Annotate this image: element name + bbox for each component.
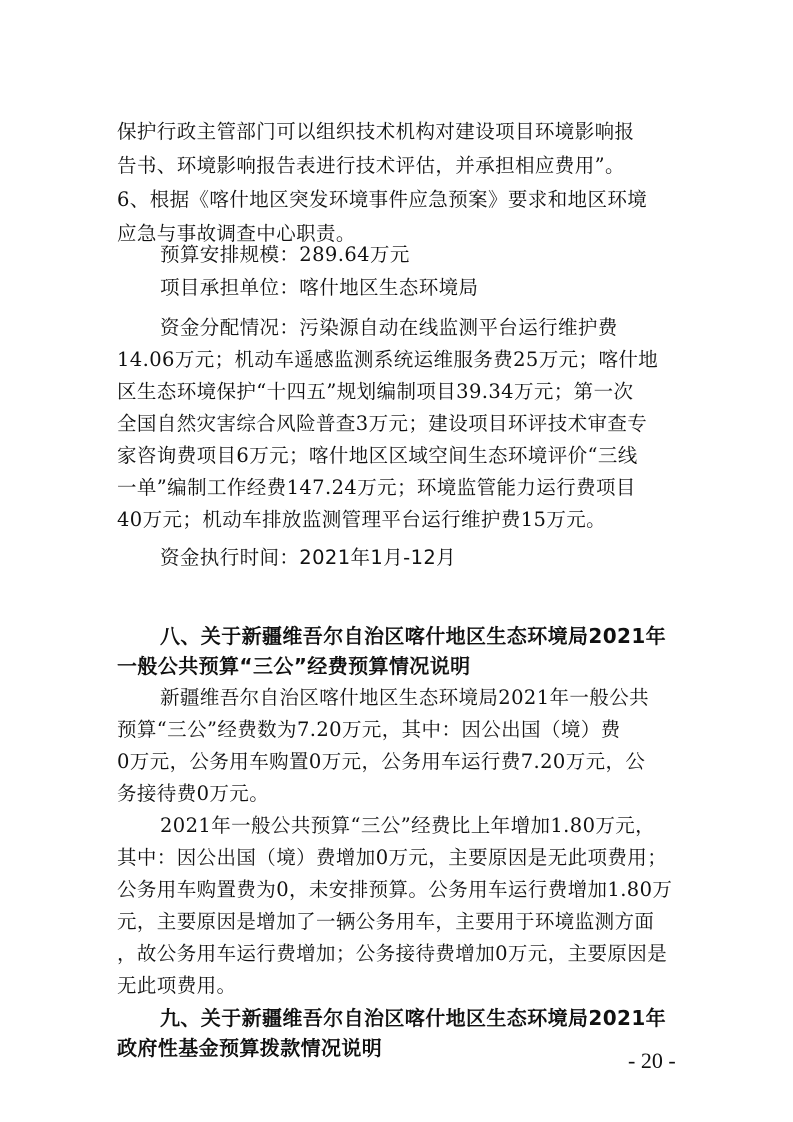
budget-scale: 预算安排规模：289.64万元 (160, 243, 410, 266)
body-text-line: 公务用车购置费为0，未安排预算。公务用车运行费增加1.80万 (117, 878, 673, 901)
body-text-line: 全国自然灾害综合风险普查3万元；建设项目环评技术审查专 (117, 412, 648, 435)
body-text-line: 预算“三公”经费数为7.20万元，其中：因公出国（境）费 (117, 718, 621, 741)
section-8-heading: 八、关于新疆维吾尔自治区喀什地区生态环境局2021年 (160, 624, 667, 648)
body-text-line: 14.06万元；机动车遥感监测系统运维服务费25万元；喀什地 (117, 348, 659, 371)
body-text-line: 其中：因公出国（境）费增加0万元，主要原因是无此项费用； (117, 846, 668, 869)
body-text-line: 元，主要原因是增加了一辆公务用车，主要用于环境监测方面 (117, 910, 655, 933)
body-text-line: 6、根据《喀什地区突发环境事件应急预案》要求和地区环境 (117, 188, 648, 211)
body-text-line: 保护行政主管部门可以组织技术机构对建设项目环境影响报 (117, 120, 635, 143)
body-text-line: 区生态环境保护“十四五”规划编制项目39.34万元；第一次 (117, 380, 634, 403)
page-number: - 20 - (628, 1048, 676, 1073)
fund-execution-time: 资金执行时间：2021年1月-12月 (160, 546, 457, 569)
body-text-line: 新疆维吾尔自治区喀什地区生态环境局2021年一般公共 (160, 686, 650, 709)
body-text-line: ，故公务用车运行费增加；公务接待费增加0万元，主要原因是 (117, 942, 668, 965)
body-text-line: 家咨询费项目6万元；喀什地区区域空间生态环境评价“三线 (117, 444, 638, 467)
body-text-line: 2021年一般公共预算“三公”经费比上年增加1.80万元， (160, 814, 656, 837)
body-text-line: 务接待费0万元。 (117, 782, 270, 805)
body-text-line: 40万元；机动车排放监测管理平台运行维护费15万元。 (117, 508, 607, 531)
body-text-line: 无此项费用。 (117, 974, 237, 997)
section-8-heading: 一般公共预算“三公”经费预算情况说明 (117, 654, 471, 678)
project-unit: 项目承担单位：喀什地区生态环境局 (160, 276, 479, 299)
body-text-line: 告书、环境影响报告表进行技术评估，并承担相应费用”。 (117, 154, 625, 177)
fund-allocation: 资金分配情况：污染源自动在线监测平台运行维护费 (160, 316, 618, 339)
body-text-line: 一单”编制工作经费147.24万元；环境监管能力运行费项目 (117, 476, 636, 499)
body-text-line: 应急与事故调查中心职责。 (117, 222, 356, 245)
body-text-line: 0万元，公务用车购置0万元，公务用车运行费7.20万元，公 (117, 750, 646, 773)
section-9-heading: 九、关于新疆维吾尔自治区喀什地区生态环境局2021年 (160, 1006, 667, 1030)
section-9-heading: 政府性基金预算拨款情况说明 (117, 1036, 383, 1060)
